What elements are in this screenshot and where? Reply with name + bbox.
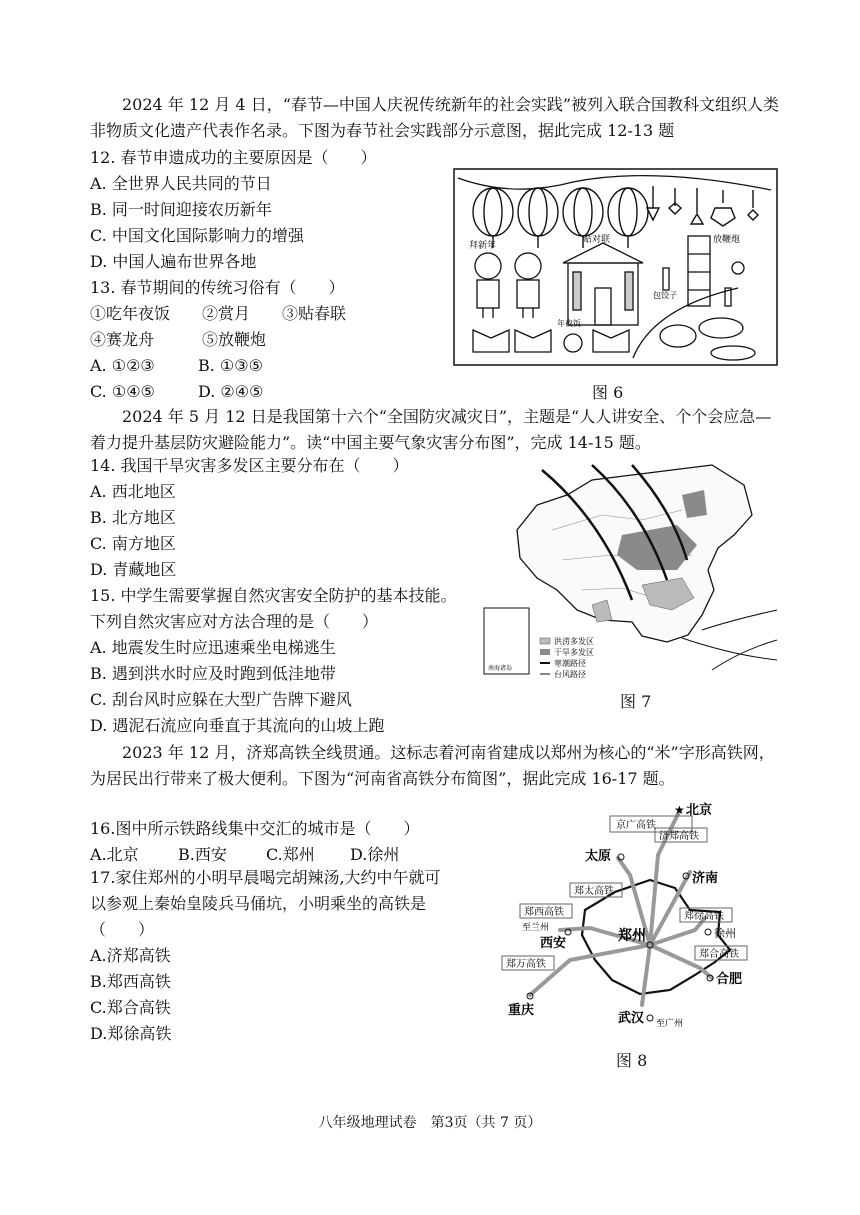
label-couplets: 贴对联 <box>583 235 611 245</box>
q14-option-c: C. 南方地区 <box>90 534 176 553</box>
legend-cold-wave: 寒潮路径 <box>554 659 586 668</box>
line-jinggang: 京广高铁 <box>616 820 656 831</box>
legend-flood: 洪涝多发区 <box>554 637 594 646</box>
q17-option-a: A.济郑高铁 <box>90 946 171 965</box>
henan-railway-map <box>490 800 780 1036</box>
figure-7-caption: 图 7 <box>620 692 652 711</box>
q13-option-d: D. ②④⑤ <box>198 382 264 401</box>
intro-paragraph-1: 2024 年 12 月 4 日，“春节—中国人庆祝传统新年的社会实践”被列入联合国教科文组织人类非物质文化遗产代表作名录。下图为春节社会实践部分示意图，据此完成 12-13 题 <box>90 95 780 140</box>
legend-drought: 干旱多发区 <box>554 648 594 657</box>
q13-option-a: A. ①②③ <box>90 356 155 375</box>
line-zhengxi: 郑西高铁 <box>524 907 564 918</box>
label-greeting: 拜新年 <box>469 241 497 251</box>
q13-items-line-1: ①吃年夜饭 ②赏月 ③贴春联 <box>90 304 347 323</box>
q16-option-c: C.郑州 <box>266 845 315 864</box>
q14-option-b: B. 北方地区 <box>90 508 176 527</box>
q17-option-c: C.郑合高铁 <box>90 998 171 1017</box>
line-zhengxu: 郑徐高铁 <box>684 911 724 922</box>
intro-paragraph-3: 2023 年 12 月，济郑高铁全线贯通。这标志着河南省建成以郑州为核心的“米”字形高铁网，为居民出行带来了极大便利。下图为“河南省高铁分布简图”，据此完成 16-17 题。 <box>90 743 775 788</box>
q16-option-b: B.西安 <box>178 845 227 864</box>
city-chongqing: 重庆 <box>508 1003 535 1018</box>
figure-6-caption: 图 6 <box>592 383 624 402</box>
question-15-line-1: 15. 中学生需要掌握自然灾害安全防护的基本技能。 <box>90 586 457 605</box>
question-15-line-2: 下列自然灾害应对方法合理的是（ ） <box>90 612 379 631</box>
city-lanzhou: 至兰州 <box>522 923 550 933</box>
label-firecrackers: 放鞭炮 <box>713 235 741 245</box>
city-xuzhou: 徐州 <box>714 927 736 940</box>
city-beijing: 北京 <box>686 803 713 818</box>
question-17-line-1: 17.家住郑州的小明早晨喝完胡辣汤,大约中午就可 <box>90 868 441 887</box>
city-hefei: 合肥 <box>716 972 743 987</box>
q13-items-line-2: ④赛龙舟 ⑤放鞭炮 <box>90 330 267 349</box>
q16-option-d: D.徐州 <box>350 845 400 864</box>
q12-option-c: C. 中国文化国际影响力的增强 <box>90 226 304 245</box>
q17-option-b: B.郑西高铁 <box>90 972 171 991</box>
question-13: 13. 春节期间的传统习俗有（ ） <box>90 278 345 297</box>
city-xian: 西安 <box>540 936 567 951</box>
city-jinan: 济南 <box>692 871 719 886</box>
label-dinner: 年夜饭 <box>557 319 581 328</box>
city-zhengzhou: 郑州 <box>618 928 646 944</box>
q15-option-c: C. 刮台风时应躲在大型广告牌下避风 <box>90 690 352 709</box>
spring-festival-illustration <box>453 168 778 366</box>
q12-option-a: A. 全世界人民共同的节日 <box>90 174 272 193</box>
legend-typhoon: 台风路径 <box>554 670 586 679</box>
q17-option-d: D.郑徐高铁 <box>90 1024 172 1043</box>
q15-option-b: B. 遇到洪水时应及时跑到低洼地带 <box>90 664 336 683</box>
label-dumplings: 包饺子 <box>653 291 677 300</box>
q15-option-a: A. 地震发生时应迅速乘坐电梯逃生 <box>90 638 336 657</box>
line-zhengwan: 郑万高铁 <box>506 959 546 970</box>
q14-option-d: D. 青藏地区 <box>90 560 177 579</box>
line-zhenghe: 郑合高铁 <box>699 949 739 960</box>
q13-option-b: B. ①③⑤ <box>198 356 263 375</box>
intro-paragraph-2: 2024 年 5 月 12 日是我国第十六个“全国防灾减灾日”，主题是“人人讲安全、个个会应急—着力提升基层防灾避险能力”。读“中国主要气象灾害分布图”，完成 14-15 题。 <box>90 407 772 452</box>
page-footer: 八年级地理试卷 第3页（共 7 页） <box>318 1115 542 1131</box>
question-17-line-3: （ ） <box>90 920 155 939</box>
question-12: 12. 春节申遗成功的主要原因是（ ） <box>90 148 377 167</box>
q15-option-d: D. 遇泥石流应向垂直于其流向的山坡上跑 <box>90 716 385 735</box>
question-16: 16.图中所示铁路线集中交汇的城市是（ ） <box>90 819 420 838</box>
line-zhengtai: 郑太高铁 <box>574 886 614 897</box>
figure-8-caption: 图 8 <box>616 1051 648 1070</box>
star-icon: ★ <box>674 803 685 817</box>
question-17-line-2: 以参观上秦始皇陵兵马俑坑，小明乘坐的高铁是 <box>90 894 427 913</box>
city-taiyuan: 太原 <box>585 849 612 864</box>
q14-option-a: A. 西北地区 <box>90 482 176 501</box>
china-disaster-map <box>482 460 778 682</box>
question-14: 14. 我国干旱灾害多发区主要分布在（ ） <box>90 456 409 475</box>
inset-label: 南海诸岛 <box>488 665 513 672</box>
q12-option-d: D. 中国人遍布世界各地 <box>90 252 257 271</box>
line-jizheng: 济郑高铁 <box>659 831 699 842</box>
city-guangzhou: 至广州 <box>656 1019 684 1029</box>
city-wuhan: 武汉 <box>618 1011 645 1026</box>
q16-option-a: A.北京 <box>90 845 139 864</box>
q13-option-c: C. ①④⑤ <box>90 382 155 401</box>
q12-option-b: B. 同一时间迎接农历新年 <box>90 200 272 219</box>
